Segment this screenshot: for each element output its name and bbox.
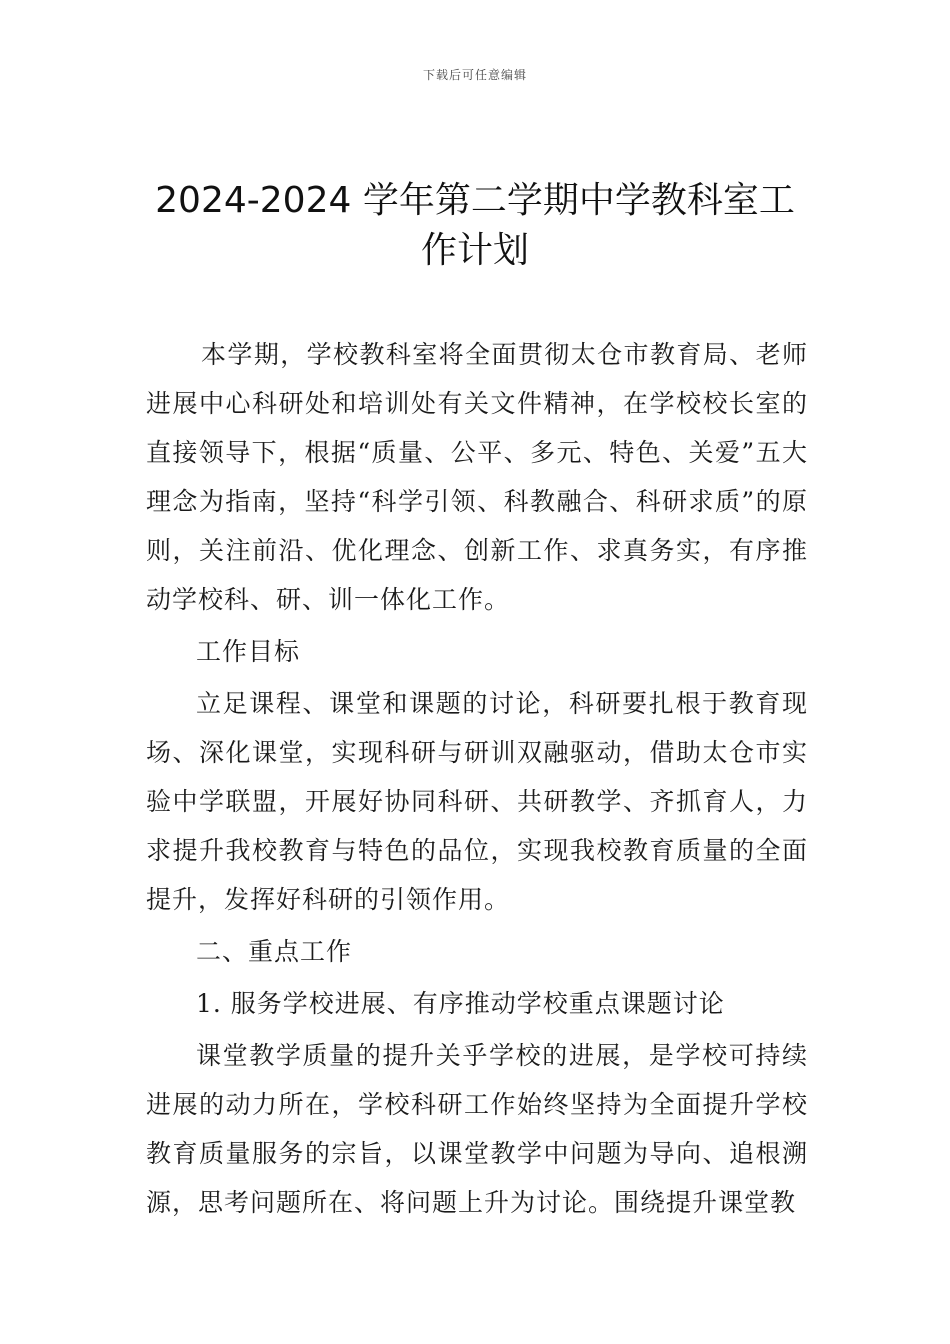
document-title: 2024-2024 学年第二学期中学教科室工作计划 xyxy=(155,180,795,271)
section-heading-goals: 工作目标 xyxy=(196,637,301,666)
document-body xyxy=(146,330,808,1230)
section-heading-key-work: 二、重点工作 xyxy=(196,937,353,966)
goals-paragraph: 立足课程、课堂和课题的讨论，科研要扎根于教育现场、深化课堂，实现科研与研训双融驱动，借助太仓市实验中学联盟，开展好协同科研、共研教学、齐抓育人，力求提升我校教育与特色的品位，实现我校教育质量的全面提升，发挥好科研的引领作用。 xyxy=(146,689,808,914)
subsection-heading-1: 1. 服务学校进展、有序推动学校重点课题讨论 xyxy=(196,989,725,1018)
intro-paragraph: 本学期，学校教科室将全面贯彻太仓市教育局、老师进展中心科研处和培训处有关文件精神，在学校校长室的直接领导下，根据“质量、公平、多元、特色、关爱”五大理念为指南，坚持“科学引领、科教融合、科研求质”的原则，关注前沿、优化理念、创新工作、求真务实，有序推动学校科、研、训一体化工作。 xyxy=(146,340,808,614)
header-note: 下载后可任意编辑 xyxy=(422,68,527,82)
key-work-paragraph: 课堂教学质量的提升关乎学校的进展，是学校可持续进展的动力所在，学校科研工作始终坚持为全面提升学校教育质量服务的宗旨，以课堂教学中问题为导向、追根溯源，思考问题所在、将问题上升为讨论。围绕提升课堂教 xyxy=(146,1041,808,1217)
